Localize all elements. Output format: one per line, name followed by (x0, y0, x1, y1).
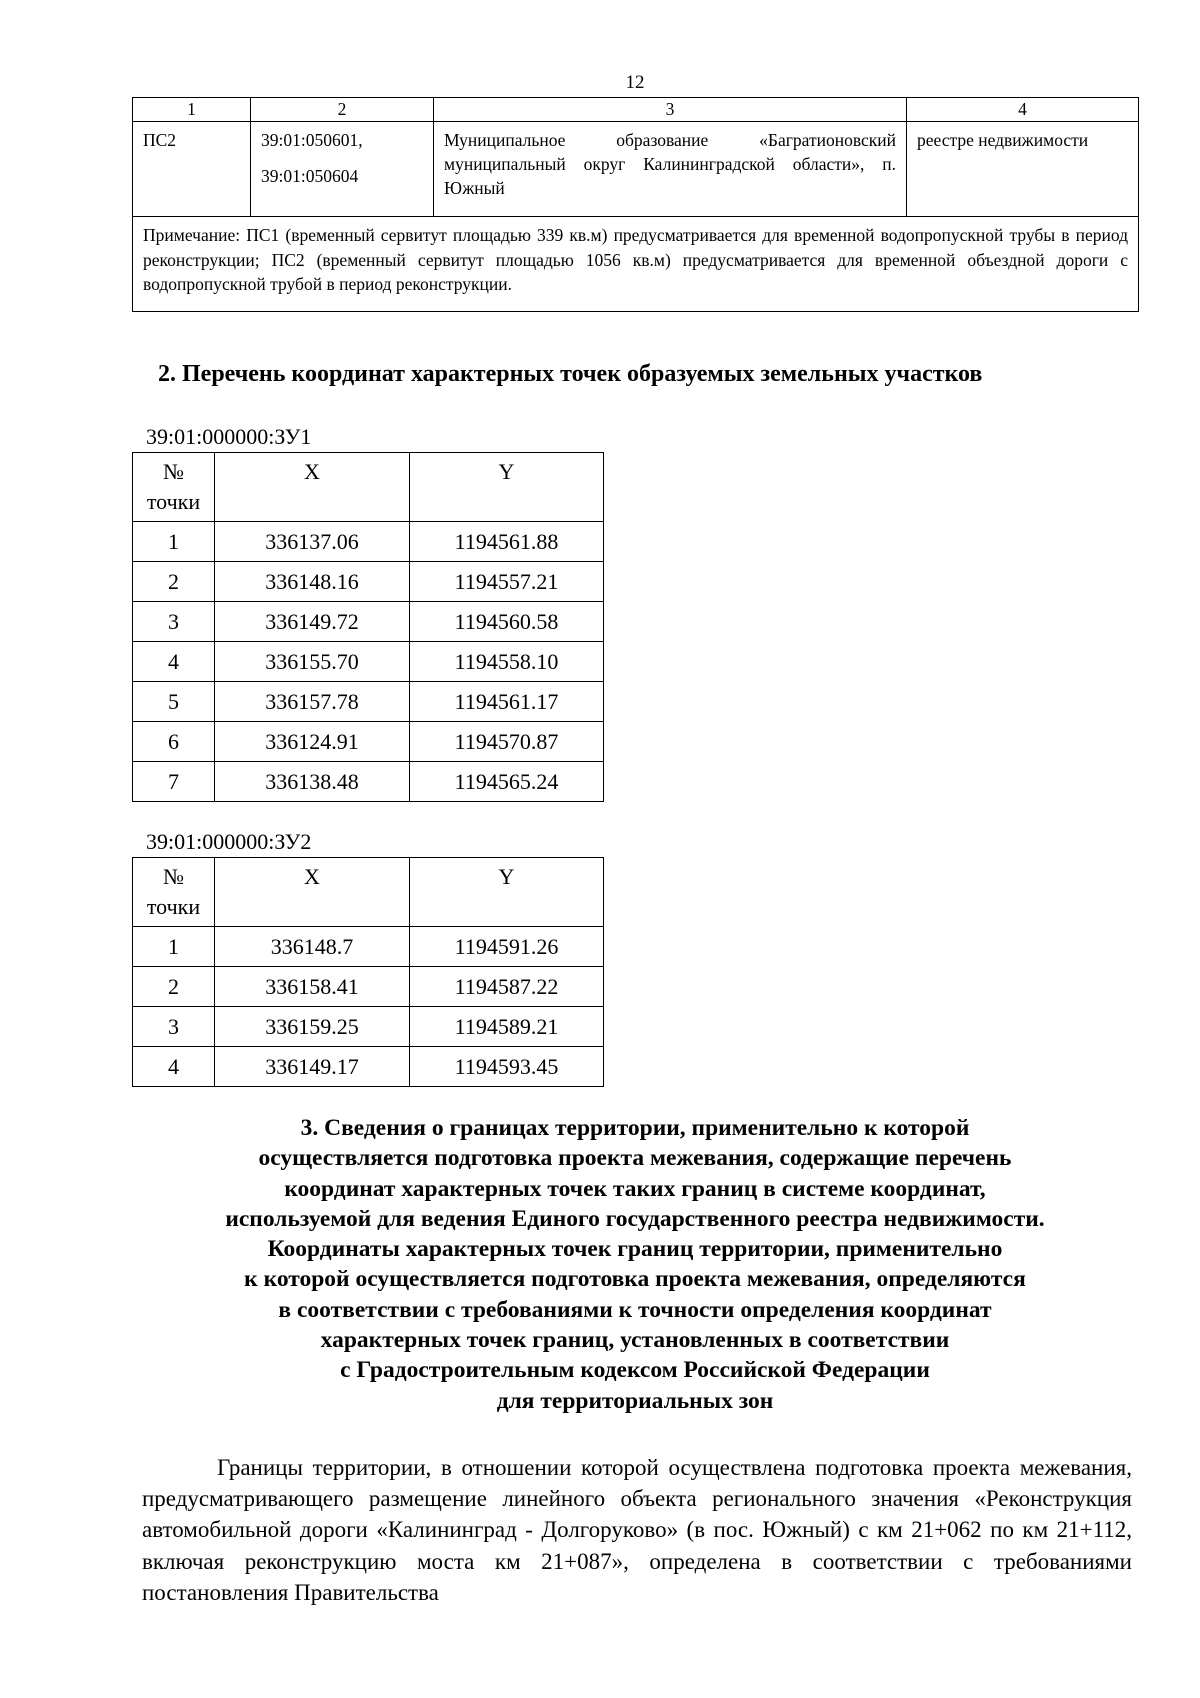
x-header: X (215, 858, 410, 927)
table-row (133, 967, 604, 1007)
note-cell: реестре недвижимости (907, 122, 1139, 217)
y-value: 1194557.21 (410, 562, 604, 602)
table-row (133, 562, 604, 602)
x-value: 336148.7 (215, 927, 410, 967)
heading-line: осуществляется подготовка проекта межевания, содержащие перечень (258, 1145, 1012, 1172)
point-number: 7 (133, 762, 215, 802)
y-value: 1194561.88 (410, 522, 604, 562)
table-row (133, 522, 604, 562)
table-row (133, 722, 604, 762)
y-value: 1194591.26 (410, 927, 604, 967)
point-number: 6 (133, 722, 215, 762)
x-value: 336149.72 (215, 602, 410, 642)
point-number: 4 (133, 1047, 215, 1087)
y-value: 1194558.10 (410, 642, 604, 682)
table-row (133, 602, 604, 642)
page-number: 12 (625, 72, 645, 93)
table-row (133, 1047, 604, 1087)
table-row (133, 762, 604, 802)
heading-line: в соответствии с требованиями к точности определения координат (278, 1296, 992, 1323)
point-number: 1 (133, 522, 215, 562)
heading-line: с Градостроительным кодексом Российской Федерации (340, 1357, 930, 1384)
y-value: 1194560.58 (410, 602, 604, 642)
column-number-3: 3 (434, 98, 907, 122)
x-value: 336148.16 (215, 562, 410, 602)
cadastral-numbers (251, 122, 434, 217)
header-line: точки (146, 489, 201, 514)
servitude-table (132, 97, 1139, 312)
remark-row (133, 217, 1139, 312)
heading-line: 3. Сведения о границах территории, применительно к которой (300, 1115, 970, 1141)
heading-line: Координаты характерных точек границ территории, применительно (267, 1236, 1003, 1263)
remark-text: Примечание: ПС1 (временный сервитут площадью 339 кв.м) предусматривается для временной водопропускной трубы в период реконструкции; ПС2 (временный сервитут площадью 1056 кв.м) предусматривается для временной объездной дороги с водопропускной трубой в период реконструкции. (133, 217, 1139, 312)
y-header: Y (410, 453, 604, 522)
point-number: 1 (133, 927, 215, 967)
header-line: № (163, 864, 184, 889)
servitude-id: ПС2 (133, 122, 251, 217)
y-value: 1194593.45 (410, 1047, 604, 1087)
point-number: 2 (133, 967, 215, 1007)
column-number-1: 1 (133, 98, 251, 122)
heading-line: для территориальных зон (496, 1387, 774, 1414)
point-number: 3 (133, 602, 215, 642)
x-value: 336137.06 (215, 522, 410, 562)
y-value: 1194561.17 (410, 682, 604, 722)
plot-2-label: 39:01:000000:ЗУ2 (146, 829, 312, 854)
point-number: 3 (133, 1007, 215, 1047)
x-value: 336138.48 (215, 762, 410, 802)
table-row (133, 927, 604, 967)
table-row (133, 642, 604, 682)
point-number-header (133, 453, 215, 522)
x-value: 336158.41 (215, 967, 410, 1007)
plot-1-coordinates-table (132, 452, 604, 802)
heading-line: используемой для ведения Единого государственного реестра недвижимости. (225, 1205, 1045, 1232)
y-header: Y (410, 858, 604, 927)
point-number: 2 (133, 562, 215, 602)
x-value: 336159.25 (215, 1007, 410, 1047)
table-header-row (133, 98, 1139, 122)
column-number-2: 2 (251, 98, 434, 122)
plot-1-label: 39:01:000000:ЗУ1 (146, 424, 312, 449)
table-header-row (133, 858, 604, 927)
point-number-header (133, 858, 215, 927)
location-cell: Муниципальное образование «Багратионовский муниципальный округ Калининградской области», п. Южный (434, 122, 907, 217)
table-row (133, 682, 604, 722)
heading-line: координат характерных точек таких границ в системе координат, (284, 1175, 986, 1202)
table-row (133, 122, 1139, 217)
x-header: X (215, 453, 410, 522)
x-value: 336124.91 (215, 722, 410, 762)
column-number-4: 4 (907, 98, 1139, 122)
header-line: точки (146, 894, 201, 919)
table-row (133, 1007, 604, 1047)
cadastral-number: 39:01:050604 (261, 166, 359, 186)
y-value: 1194587.22 (410, 967, 604, 1007)
section-3-heading (132, 1113, 1138, 1416)
y-value: 1194589.21 (410, 1007, 604, 1047)
x-value: 336155.70 (215, 642, 410, 682)
y-value: 1194570.87 (410, 722, 604, 762)
header-line: № (163, 459, 184, 484)
x-value: 336149.17 (215, 1047, 410, 1087)
cadastral-number: 39:01:050601, (261, 130, 363, 150)
y-value: 1194565.24 (410, 762, 604, 802)
section-2-heading: 2. Перечень координат характерных точек образуемых земельных участков (158, 361, 983, 387)
x-value: 336157.78 (215, 682, 410, 722)
heading-line: характерных точек границ, установленных в соответствии (320, 1327, 950, 1354)
point-number: 4 (133, 642, 215, 682)
table-header-row (133, 453, 604, 522)
point-number: 5 (133, 682, 215, 722)
heading-line: к которой осуществляется подготовка проекта межевания, определяются (244, 1266, 1026, 1293)
body-paragraph: Границы территории, в отношении которой осуществлена подготовка проекта межевания, предусматривающего размещение линейного объекта регионального значения «Реконструкция автомобильной дороги «Калининград - Долгоруково» (в пос. Южный) с км 21+062 по км 21+112, включая реконструкцию моста км 21+087», определена в соответствии с требованиями постановления Правительства (142, 1455, 1132, 1605)
plot-2-coordinates-table (132, 857, 604, 1087)
